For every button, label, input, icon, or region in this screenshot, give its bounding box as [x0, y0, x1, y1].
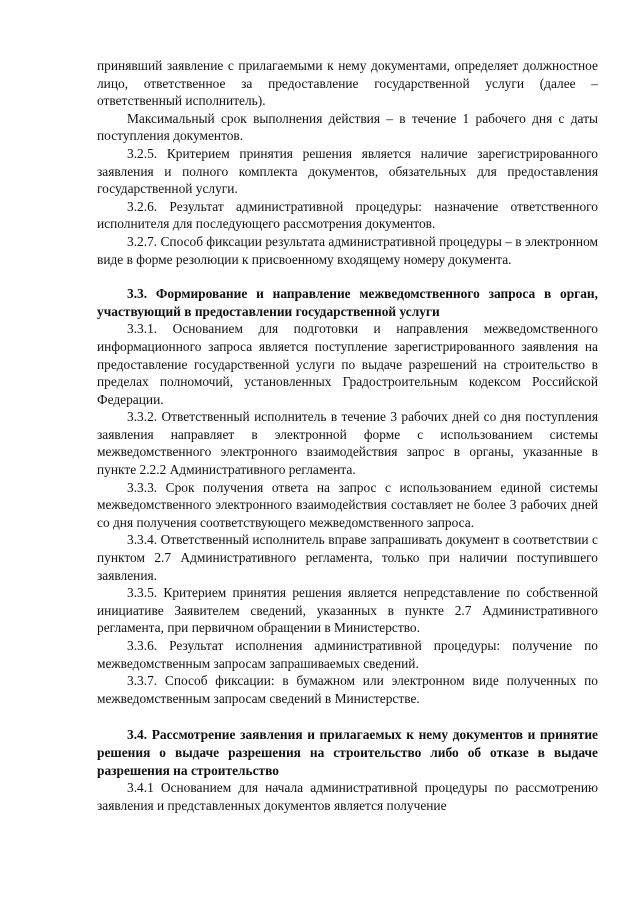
body-paragraph: 3.2.6. Результат административной процедуры: назначение ответственного исполнителя для последующего рассмотрения документов.: [97, 198, 598, 232]
body-paragraph: 3.3.4. Ответственный исполнитель вправе запрашивать документ в соответствии с пунктом 2.7 Административного регламента, только при наличии поступившего заявления.: [97, 532, 598, 583]
body-paragraph: 3.3.1. Основанием для подготовки и направления межведомственного информационного запроса является поступление зарегистрированного заявления на предоставление государственной услуги по выдаче разрешений на строительство в пределах полномочий, установленных Градостроительным кодексом Российской Федерации.: [97, 321, 598, 407]
body-paragraph: 3.3.7. Способ фиксации: в бумажном или электронном виде полученных по межведомственным запросам сведений в Министерстве.: [97, 673, 598, 706]
section-heading: 3.3. Формирование и направление межведомственного запроса в орган, участвующий в предоставлении государственной услуги: [97, 286, 598, 319]
body-paragraph: 3.2.7. Способ фиксации результата административной процедуры – в электронном виде в форме резолюции к присвоенному входящему номеру документа.: [97, 233, 598, 267]
body-paragraph: 3.2.5. Критерием принятия решения является наличие зарегистрированного заявления и полного комплекта документов, обязательных для предоставления государственной услуги.: [97, 145, 598, 197]
body-paragraph: 3.3.2. Ответственный исполнитель в течение 3 рабочих дней со дня поступления заявления направляет в электронной форме с использованием системы межведомственного электронного взаимодействия запрос в органы, указанные в пункте 2.2.2 Административного регламента.: [97, 409, 598, 478]
body-paragraph: Максимальный срок выполнения действия – в течение 1 рабочего дня с даты поступления документов.: [97, 110, 598, 144]
section-heading: 3.4. Рассмотрение заявления и прилагаемых к нему документов и принятие решения о выдаче разрешения на строительство либо об отказе в выдаче разрешения на строительство: [97, 727, 598, 778]
section-spacer: [97, 707, 598, 726]
body-paragraph: принявший заявление с прилагаемыми к нему документами, определяет должностное лицо, ответственное за предоставление государственной услуги (далее – ответственный исполнитель).: [97, 58, 598, 109]
body-paragraph: 3.3.5. Критерием принятия решения является непредставление по собственной инициативе Заявителем сведений, указанных в пункте 2.7 Административного регламента, при первичном обращении в Министерство.: [97, 585, 598, 636]
body-paragraph: 3.3.3. Срок получения ответа на запрос с использованием единой системы межведомственного электронного взаимодействия составляет не более 3 рабочих дней со дня получения соответствующего межведомственного запроса.: [97, 479, 598, 530]
body-paragraph: 3.3.6. Результат исполнения административной процедуры: получение по межведомственным запросам запрашиваемых сведений.: [97, 638, 598, 671]
body-paragraph: 3.4.1 Основанием для начала административной процедуры по рассмотрению заявления и представленных документов является получение: [97, 780, 598, 813]
section-spacer: [97, 268, 598, 285]
